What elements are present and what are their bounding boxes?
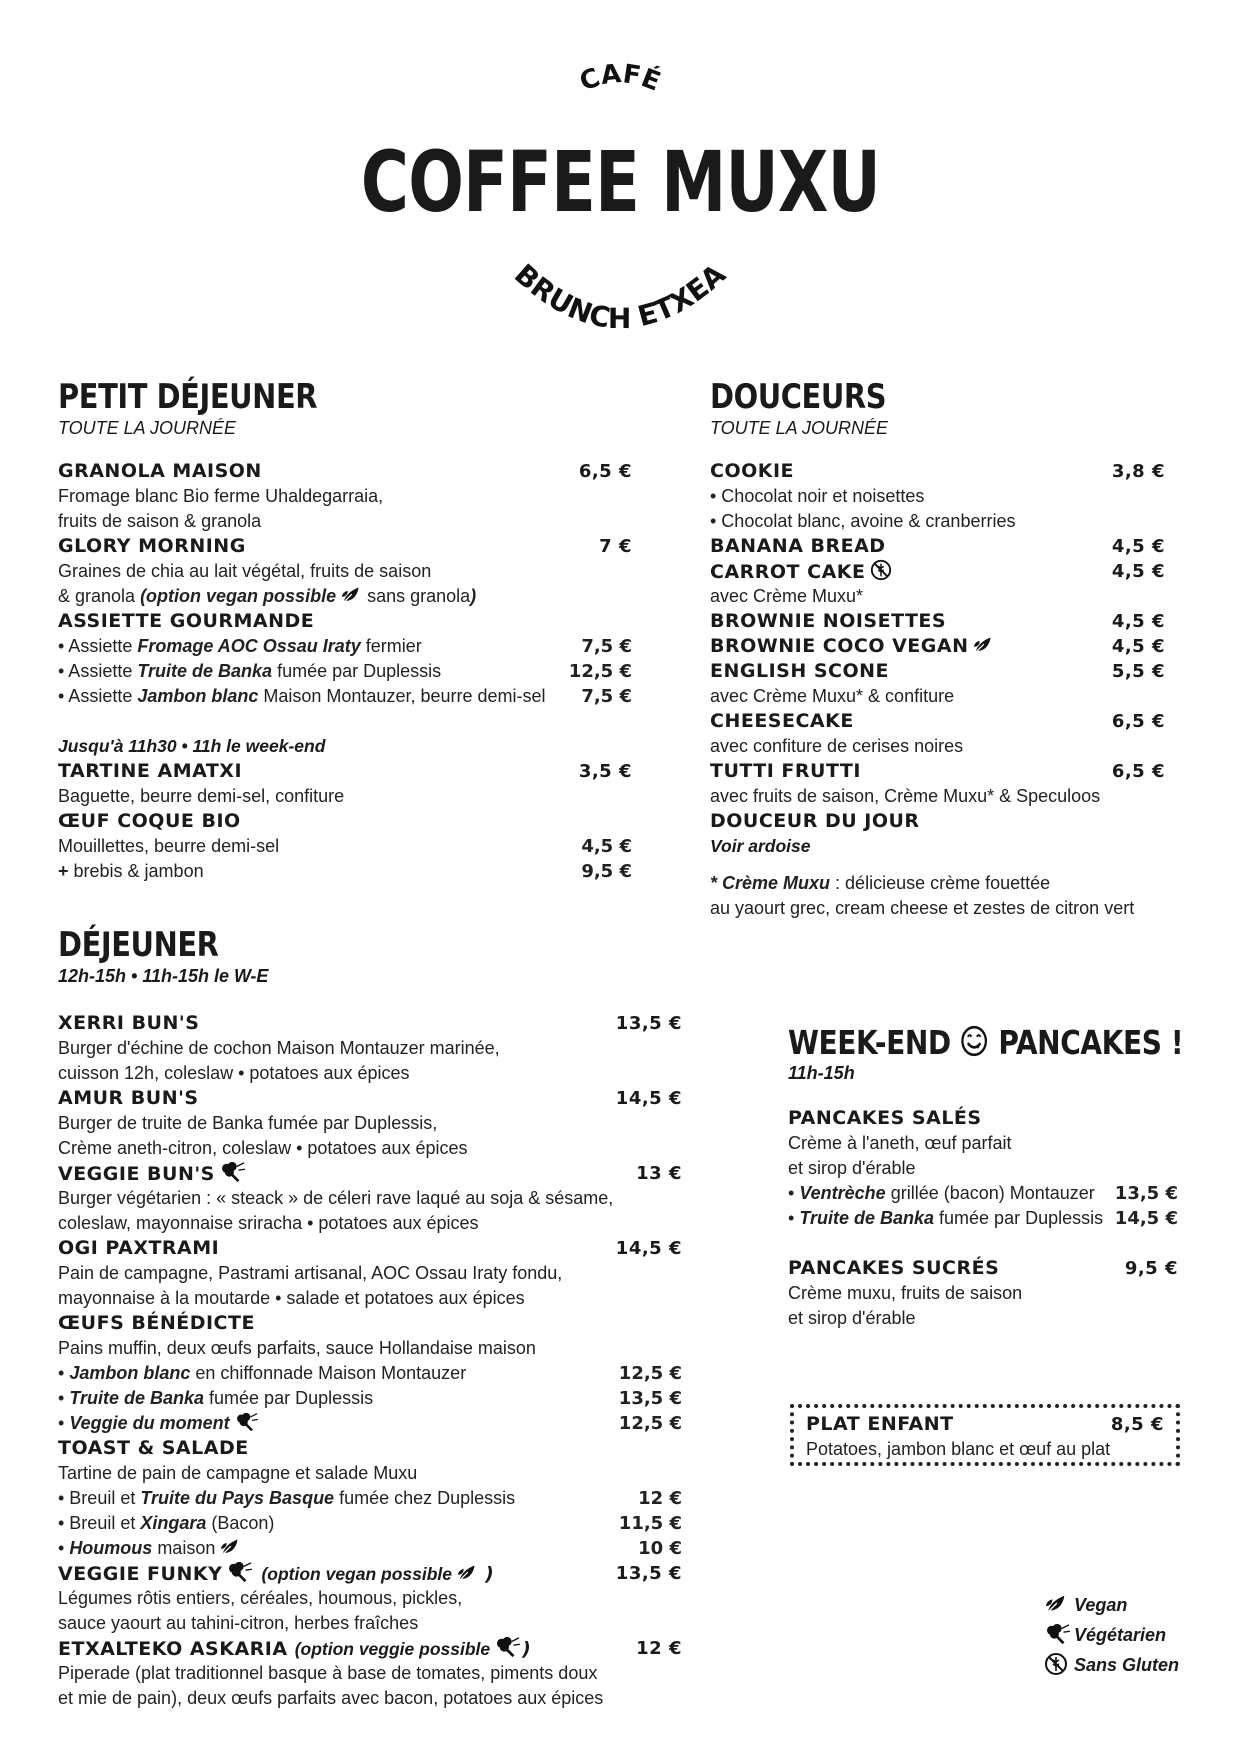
price: 12,5 €	[618, 1413, 682, 1434]
price: 11,5 €	[618, 1513, 682, 1534]
section-title: DÉJEUNER	[58, 925, 219, 965]
menu-item-desc: Piperade (plat traditionnel basque à base de tomates, piments doux	[58, 1663, 598, 1683]
menu-item-desc: Pain de campagne, Pastrami artisanal, AOC Ossau Iraty fondu,	[58, 1263, 563, 1283]
menu-item-name: DOUCEUR DU JOUR	[710, 810, 920, 832]
price: 13,5 €	[615, 1013, 682, 1034]
legend	[1044, 1590, 1194, 1680]
price: 4,5 €	[1111, 561, 1165, 582]
menu-option: + brebis & jambon 9,5 €	[58, 861, 632, 882]
menu-item-name: AMUR BUN'S 14,5 €	[58, 1087, 682, 1109]
menu-option: • Breuil et Truite du Pays Basque fumée chez Duplessis 12 €	[58, 1488, 682, 1509]
menu-item-name: BANANA BREAD 4,5 €	[710, 535, 1165, 557]
price: 4,5 €	[1111, 636, 1165, 657]
menu-item-desc: mayonnaise à la moutarde • salade et potatoes aux épices	[58, 1288, 525, 1308]
menu-item-desc: et mie de pain), deux œufs parfaits avec bacon, potatoes aux épices	[58, 1688, 604, 1708]
menu-item-name: PANCAKES SUCRÉS 9,5 €	[788, 1257, 1178, 1279]
douceurs-section	[710, 377, 1165, 921]
menu-item-name: ETXALTEKO ASKARIA (option veggie possible ) 12 €	[58, 1638, 682, 1660]
menu-item-name: ŒUFS BÉNÉDICTE	[58, 1312, 255, 1334]
price: 6,5 €	[578, 461, 632, 482]
menu-option: • Assiette Truite de Banka fumée par Duplessis 12,5 €	[58, 661, 632, 682]
menu-option: • Assiette Fromage AOC Ossau Iraty fermier 7,5 €	[58, 636, 632, 657]
menu-option: Mouillettes, beurre demi-sel 4,5 €	[58, 836, 632, 857]
menu-item-desc: Pains muffin, deux œufs parfaits, sauce Hollandaise maison	[58, 1338, 536, 1358]
menu-item-desc: Burger végétarien : « steack » de céleri rave laqué au soja & sésame,	[58, 1188, 614, 1208]
menu-item-desc: Graines de chia au lait végétal, fruits de saison	[58, 561, 432, 581]
price: 4,5 €	[1111, 611, 1165, 632]
menu-item-name: ŒUF COQUE BIO	[58, 810, 241, 832]
logo-cafe-text: CAFÉ	[575, 58, 665, 98]
plat-enfant-box	[790, 1404, 1180, 1466]
price: 12 €	[636, 1638, 682, 1659]
menu-item-name: GLORY MORNING 7 €	[58, 535, 632, 557]
menu-option: • Assiette Jambon blanc Maison Montauzer, beurre demi-sel 7,5 €	[58, 686, 632, 707]
vegetarian-broccoli-icon	[219, 1161, 247, 1183]
menu-item-desc: Burger d'échine de cochon Maison Montauzer marinée,	[58, 1038, 500, 1058]
menu-item-desc: avec Crème Muxu* & confiture	[710, 686, 955, 706]
vegetarian-broccoli-icon	[494, 1636, 522, 1658]
menu-item-name: XERRI BUN'S 13,5 €	[58, 1012, 682, 1034]
vegan-leaf-icon	[972, 635, 994, 655]
legend-sans-gluten: Sans Gluten	[1044, 1650, 1194, 1680]
footnote: au yaourt grec, cream cheese et zestes de citron vert	[710, 898, 1135, 918]
section-title: PETIT DÉJEUNER	[58, 377, 318, 417]
menu-item-desc: avec confiture de cerises noires	[710, 736, 964, 756]
menu-item-desc: & granola (option vegan possible sans granola)	[58, 586, 477, 606]
price: 13,5 €	[615, 1563, 682, 1584]
section-subtitle: TOUTE LA JOURNÉE	[710, 418, 889, 438]
price: 6,5 €	[1111, 761, 1165, 782]
menu-item-desc: Potatoes, jambon blanc et œuf au plat	[806, 1439, 1111, 1459]
gluten-free-icon	[870, 559, 892, 581]
menu-item-name: TARTINE AMATXI 3,5 €	[58, 760, 632, 782]
menu-item-desc: Baguette, beurre demi-sel, confiture	[58, 786, 345, 806]
vegan-leaf-icon	[340, 585, 362, 605]
price: 3,8 €	[1111, 461, 1165, 482]
price: 14,5 €	[615, 1088, 682, 1109]
section-title: DOUCEURS	[710, 377, 887, 417]
menu-item-name: CHEESECAKE 6,5 €	[710, 710, 1165, 732]
section-subtitle: 11h-15h	[788, 1063, 855, 1083]
price: 14,5 €	[615, 1238, 682, 1259]
menu-option: • Jambon blanc en chiffonnade Maison Montauzer 12,5 €	[58, 1363, 682, 1384]
vegan-leaf-icon	[219, 1537, 241, 1557]
price: 10 €	[638, 1538, 682, 1559]
menu-option: • Truite de Banka fumée par Duplessis 14,5 €	[788, 1208, 1178, 1229]
menu-item-name: VEGGIE BUN'S 13 €	[58, 1163, 682, 1185]
menu-item-name: BROWNIE NOISETTES 4,5 €	[710, 610, 1165, 632]
price: 13,5 €	[618, 1388, 682, 1409]
vegetarian-broccoli-icon	[234, 1412, 260, 1432]
menu-item-name: OGI PAXTRAMI 14,5 €	[58, 1237, 682, 1259]
price: 6,5 €	[1111, 711, 1165, 732]
menu-item-desc: coleslaw, mayonnaise sriracha • potatoes aux épices	[58, 1213, 479, 1233]
price: 12,5 €	[618, 1363, 682, 1384]
logo-brunch-text: BRUNCH ETXEA	[508, 257, 732, 336]
smiley-icon	[960, 1024, 989, 1058]
menu-item-name: PLAT ENFANT 8,5 €	[806, 1413, 1164, 1435]
price: 8,5 €	[1110, 1414, 1164, 1435]
menu-item-desc: fruits de saison & granola	[58, 511, 262, 531]
menu-item-name: TOAST & SALADE	[58, 1437, 249, 1459]
gluten-free-icon	[1044, 1652, 1068, 1676]
menu-item-desc: Voir ardoise	[710, 836, 811, 856]
price: 13,5 €	[1114, 1183, 1178, 1204]
menu-option: • Breuil et Xingara (Bacon) 11,5 €	[58, 1513, 682, 1534]
menu-item-name: GRANOLA MAISON 6,5 €	[58, 460, 632, 482]
menu-item-name: BROWNIE COCO VEGAN 4,5 €	[710, 635, 1165, 657]
section-subtitle: 12h-15h • 11h-15h le W-E	[58, 966, 269, 986]
menu-item-name: CARROT CAKE 4,5 €	[710, 561, 1165, 583]
price: 12 €	[638, 1488, 682, 1509]
price: 13 €	[636, 1163, 682, 1184]
price: 4,5 €	[581, 836, 632, 857]
section-subtitle: TOUTE LA JOURNÉE	[58, 418, 237, 438]
price: 14,5 €	[1114, 1208, 1178, 1229]
menu-item-desc: Crème aneth-citron, coleslaw • potatoes aux épices	[58, 1138, 468, 1158]
menu-option: • Ventrèche grillée (bacon) Montauzer 13,5 €	[788, 1183, 1178, 1204]
dejeuner-section	[58, 925, 682, 1711]
menu-item-desc: avec fruits de saison, Crème Muxu* & Speculoos	[710, 786, 1101, 806]
vegan-leaf-icon	[1044, 1593, 1068, 1615]
menu-item-desc: Crème à l'aneth, œuf parfait	[788, 1133, 1012, 1153]
menu-option: • Houmous maison 10 €	[58, 1538, 682, 1559]
weekend-pancakes-section	[788, 1023, 1184, 1331]
menu-item-desc: et sirop d'érable	[788, 1158, 916, 1178]
menu-item-name: COOKIE 3,8 €	[710, 460, 1165, 482]
section-title: WEEK-END PANCAKES !	[788, 1023, 1184, 1062]
price: 9,5 €	[1124, 1258, 1178, 1279]
hours-note: Jusqu'à 11h30 • 11h le week-end	[58, 736, 326, 756]
menu-item-desc: et sirop d'érable	[788, 1308, 916, 1328]
menu-item-desc: • Chocolat noir et noisettes	[710, 486, 925, 506]
vegetarian-broccoli-icon	[226, 1561, 254, 1583]
menu-item-desc: Légumes rôtis entiers, céréales, houmous, pickles,	[58, 1588, 463, 1608]
menu-option: • Veggie du moment 12,5 €	[58, 1413, 682, 1434]
petit-dejeuner-section	[58, 377, 632, 884]
menu-item-desc: Burger de truite de Banka fumée par Duplessis,	[58, 1113, 438, 1133]
legend-vegan: Vegan	[1044, 1590, 1194, 1620]
price: 9,5 €	[581, 861, 632, 882]
price: 3,5 €	[578, 761, 632, 782]
footnote: * Crème Muxu : délicieuse crème fouettée	[710, 873, 1051, 893]
legend-vegetarien: Végétarien	[1044, 1620, 1194, 1650]
price: 7,5 €	[581, 686, 632, 707]
vegan-leaf-icon	[456, 1563, 478, 1583]
menu-item-name: TUTTI FRUTTI 6,5 €	[710, 760, 1165, 782]
price: 4,5 €	[1111, 536, 1165, 557]
menu-item-desc: avec Crème Muxu*	[710, 586, 864, 606]
menu-item-desc: Fromage blanc Bio ferme Uhaldegarraia,	[58, 486, 384, 506]
menu-item-desc: Crème muxu, fruits de saison	[788, 1283, 1023, 1303]
brand-title: COFFEE MUXU	[360, 133, 881, 231]
menu-item-desc: • Chocolat blanc, avoine & cranberries	[710, 511, 1016, 531]
menu-item-name: ASSIETTE GOURMANDE	[58, 610, 315, 632]
menu-item-desc: Tartine de pain de campagne et salade Muxu	[58, 1463, 418, 1483]
menu-item-name: ENGLISH SCONE 5,5 €	[710, 660, 1165, 682]
price: 5,5 €	[1111, 661, 1165, 682]
menu-item-desc: cuisson 12h, coleslaw • potatoes aux épices	[58, 1063, 410, 1083]
menu-item-name: PANCAKES SALÉS	[788, 1107, 982, 1129]
price: 7 €	[599, 536, 632, 557]
menu-item-name: VEGGIE FUNKY (option vegan possible ) 13,5 €	[58, 1563, 682, 1585]
price: 12,5 €	[568, 661, 632, 682]
menu-option: • Truite de Banka fumée par Duplessis 13,5 €	[58, 1388, 682, 1409]
vegetarian-broccoli-icon	[1044, 1623, 1072, 1645]
price: 7,5 €	[581, 636, 632, 657]
menu-item-desc: sauce yaourt au tahini-citron, herbes fraîches	[58, 1613, 419, 1633]
